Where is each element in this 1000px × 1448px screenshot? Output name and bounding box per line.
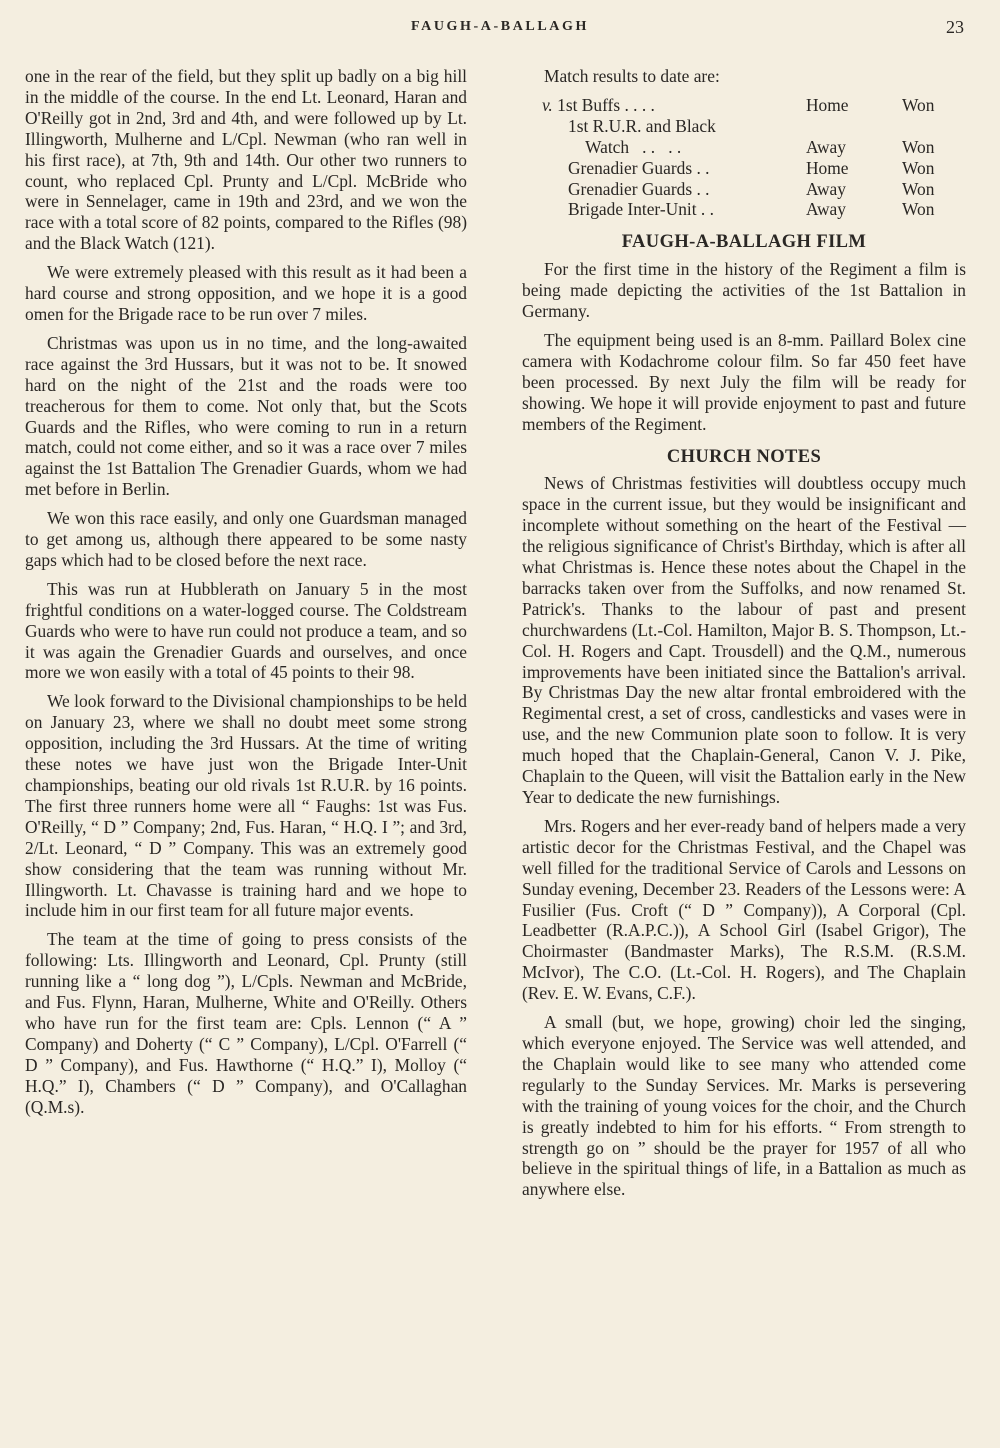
venue-cell: Away (806, 199, 846, 220)
opponent-cell: 1st R.U.R. and Black (568, 115, 716, 136)
table-row (542, 116, 966, 137)
paragraph: Mrs. Rogers and her ever-ready band of helpers made a very artistic decor for the Christmas Festival, and the Chapel was well filled for the traditional Service of Carols and Lessons on Sunday evening, December 23. Readers of the Lessons were: A Fusilier (Fus. Croft (“ D ” Company)), A Corporal (Cpl. Leadbetter (R.A.P.C.)), A School Girl (Isabel Grigor), The Choirmaster (Bandmaster Marks), The R.S.M. (R.S.M. McIvor), The C.O. (Lt.-Col. H. Rogers), and The Chaplain (Rev. E. W. Evans, C.F.). (522, 815, 966, 1004)
paragraph: The team at the time of going to press consists of the following: Lts. Illingworth and Leonard, Cpl. Prunty (still running like a “ long dog ”), L/Cpls. Newman and McBride, and Fus. Flynn, Haran, Mulherne, White and O'Reilly. Others who have run for the first team are: Cpls. Lennon (“ A ” Company) and Doherty (“ C ” Company), L/Cpl. O'Farrell (“ D ” Company), and Fus. Hawthorne (“ H.Q.” I), Molloy (“ H.Q.” I), Chambers (“ D ” Company), and O'Callaghan (Q.M.s). (25, 929, 467, 1117)
opponent-cell: Watch . . . . (568, 136, 682, 157)
match-results-intro: Match results to date are: (544, 66, 720, 86)
table-row (542, 158, 966, 179)
venue-cell: Away (806, 178, 846, 199)
table-row (542, 95, 966, 116)
table-row (542, 199, 966, 220)
paragraph: We won this race easily, and only one Guardsman managed to get among us, although there appeared to be some nasty gaps which had to be closed before the next race. (25, 508, 467, 570)
versus-prefix: v. (542, 94, 553, 115)
paragraph: This was run at Hubblerath on January 5 in the most frightful conditions on a water-logged course. The Coldstream Guards who were to have run could not produce a team, and so it was again the Grenadier Guards and ourselves, and once more we won easily with a total of 45 points to their 98. (25, 578, 467, 683)
paragraph: We were extremely pleased with this result as it had been a hard course and strong opposition, and we hope it is a good omen for the Brigade race to be run over 7 miles. (25, 262, 467, 324)
paragraph: A small (but, we hope, growing) choir led the singing, which everyone enjoyed. The Service was well attended, and the Chaplain would like to see many who attended come regularly to the Sunday Services. Mr. Marks is persevering with the training of young voices for the choir, and the Church is greatly indebted to him for his efforts. “ From strength to strength go on ” should be the prayer for 1957 of all who believe in the spiritual things of life, in a Battalion as much as anywhere else. (522, 1012, 966, 1200)
paragraph: News of Christmas festivities will doubtless occupy much space in the current issue, but they would be insignificant and incomplete without something on the heart of the Festival —the religious significance of Christ's Birthday, which is after all what Christmas is. Hence these notes about the Chapel in the barracks taken over from the Suffolks, and now renamed St. Patrick's. Thanks to the labour of past and present churchwardens (Lt.-Col. Hamilton, Major B. S. Thompson, Lt.-Col. H. Rogers and Capt. Trousdell) and the Q.M., numerous improvements have been initiated since the Battalion's arrival. By Christmas Day the new altar frontal embroidered with the Regimental crest, a set of cross, candlesticks and vases were in use, and the new Communion plate soon to follow. It is very much hoped that the Chaplain-General, Canon V. J. Pike, Chaplain to the Queen, will visit the Battalion early in the New Year to dedicate the new furnishings. (522, 473, 966, 807)
table-row (542, 179, 966, 200)
paragraph: one in the rear of the field, but they split up badly on a big hill in the middle of the course. In the end Lt. Leonard, Haran and O'Reilly got in 2nd, 3rd and 4th, and were followed up by Lt. Illingworth, Mulherne and L/Cpl. Newman (who ran well in his first race), at 7th, 9th and 14th. Our other two runners to count, who replaced Cpl. Prunty and L/Cpl. McBride who were in Sennelager, came in 19th and 23rd, and we won the race with a total score of 82 points, compared to the Rifles (98) and the Black Watch (121). (25, 66, 467, 254)
left-column (25, 66, 467, 1126)
result-cell: Won (902, 157, 935, 178)
film-section-heading: FAUGH-A-BALLAGH FILM (621, 232, 867, 253)
opponent-cell: Grenadier Guards . . (568, 157, 710, 178)
result-cell: Won (902, 178, 935, 199)
page-number: 23 (946, 17, 964, 37)
running-header-title: FAUGH-A-BALLAGH (411, 19, 589, 34)
paragraph: We look forward to the Divisional championships to be held on January 23, where we shall no doubt meet some strong opposition, including the 3rd Hussars. At the time of writing these notes we have just won the Brigade Inter-Unit championships, beating our old rivals 1st R.U.R. by 16 points. The first three runners home were all “ Faughs: 1st was Fus. O'Reilly, “ D ” Company; 2nd, Fus. Haran, “ H.Q. I ”; and 3rd, 2/Lt. Leonard, “ D ” Company. This was an extremely good show considering that the team was running without Mr. Illingworth. Lt. Chavasse is training hard and we hope to include him in our first team for all future major events. (25, 691, 467, 921)
match-results-table (542, 95, 966, 220)
venue-cell: Home (806, 157, 849, 178)
opponent-cell (542, 95, 806, 116)
paragraph: The equipment being used is an 8-mm. Paillard Bolex cine camera with Kodachrome colour film. So far 450 feet have been processed. By next July the film will be ready for showing. We hope it will provide enjoyment to past and future members of the Regiment. (522, 329, 966, 434)
church-section-heading: CHURCH NOTES (666, 446, 822, 467)
paragraph: Christmas was upon us in no time, and the long-awaited race against the 3rd Hussars, but it was not to be. It snowed hard on the night of the 21st and the roads were too treacherous for them to come. Not only that, but the Scots Guards and the Rifles, who were coming to run in a return match, could not come either, and so it was a race over 7 miles against the 1st Battalion The Grenadier Guards, whom we had met before in Berlin. (25, 332, 467, 500)
result-cell: Won (902, 199, 935, 220)
right-column (522, 66, 966, 1208)
result-cell: Won (902, 136, 935, 157)
venue-cell: Away (806, 136, 846, 157)
result-cell: Won (902, 94, 935, 115)
venue-cell (806, 116, 902, 137)
venue-cell: Home (806, 94, 849, 115)
result-cell (902, 116, 966, 137)
table-row (542, 137, 966, 158)
opponent-name: 1st Buffs . . . . (557, 94, 655, 115)
opponent-cell: Brigade Inter-Unit . . (568, 199, 714, 220)
opponent-cell: Grenadier Guards . . (568, 178, 710, 199)
paragraph: For the first time in the history of the Regiment a film is being made depicting the activities of the 1st Battalion in Germany. (522, 259, 966, 322)
